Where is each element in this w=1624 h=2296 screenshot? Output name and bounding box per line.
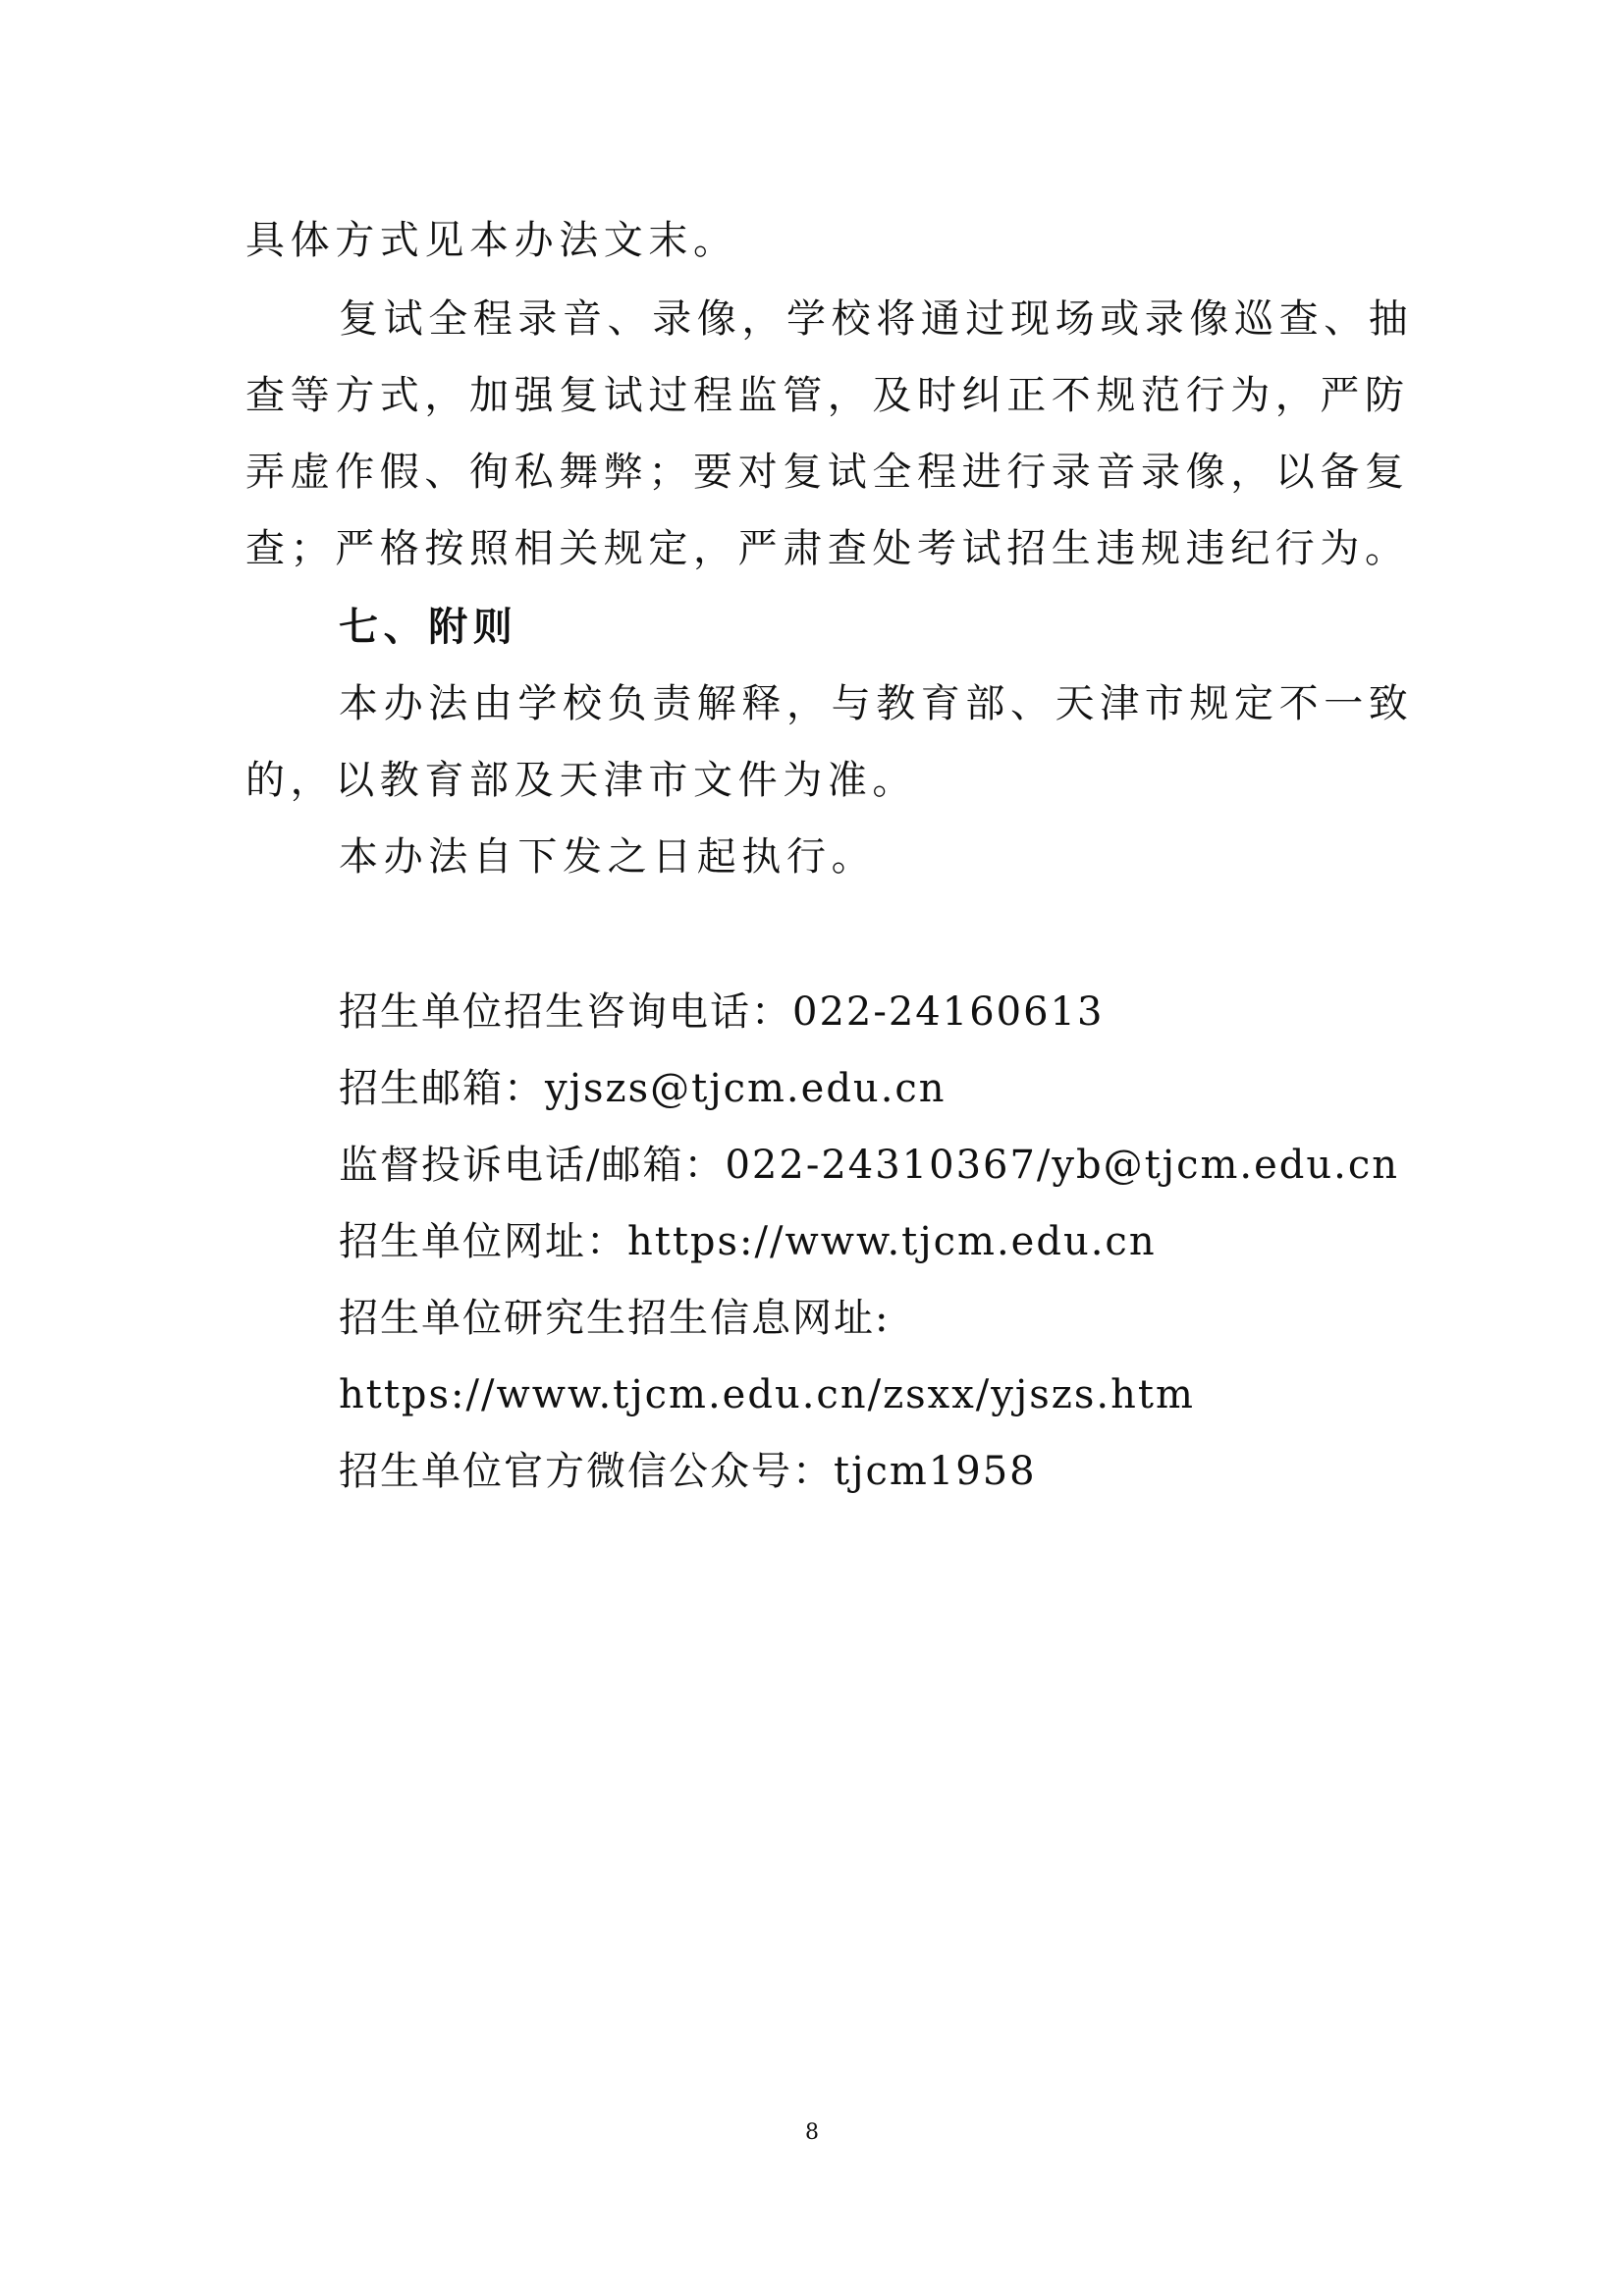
page-number: 8 xyxy=(805,2120,819,2145)
contact-supervision: 监督投诉电话/邮箱：022-24310367/yb@tjcm.edu.cn xyxy=(339,1143,1400,1188)
paragraph-line: 查等方式，加强复试过程监管，及时纠正不规范行为，严防 xyxy=(245,373,1410,418)
contact-phone: 招生单位招生咨询电话：022-24160613 xyxy=(339,989,1105,1035)
contact-grad-url: https://www.tjcm.edu.cn/zsxx/yjszs.htm xyxy=(339,1372,1195,1417)
paragraph-line: 弄虚作假、徇私舞弊；要对复试全程进行录音录像，以备复 xyxy=(245,450,1410,495)
paragraph-line: 本办法自下发之日起执行。 xyxy=(339,834,877,880)
paragraph-line: 的，以教育部及天津市文件为准。 xyxy=(245,758,917,803)
paragraph-line: 本办法由学校负责解释，与教育部、天津市规定不一致 xyxy=(339,681,1414,726)
paragraph-line: 复试全程录音、录像，学校将通过现场或录像巡查、抽 xyxy=(339,296,1414,342)
contact-grad-label: 招生单位研究生招生信息网址: xyxy=(339,1296,891,1341)
contact-email: 招生邮箱：yjszs@tjcm.edu.cn xyxy=(339,1066,947,1111)
contact-website: 招生单位网址：https://www.tjcm.edu.cn xyxy=(339,1219,1157,1264)
section-heading: 七、附则 xyxy=(339,604,518,650)
paragraph-line: 具体方式见本办法文末。 xyxy=(245,218,738,263)
contact-wechat: 招生单位官方微信公众号：tjcm1958 xyxy=(339,1449,1037,1494)
paragraph-line: 查；严格按照相关规定，严肃查处考试招生违规违纪行为。 xyxy=(245,526,1410,571)
